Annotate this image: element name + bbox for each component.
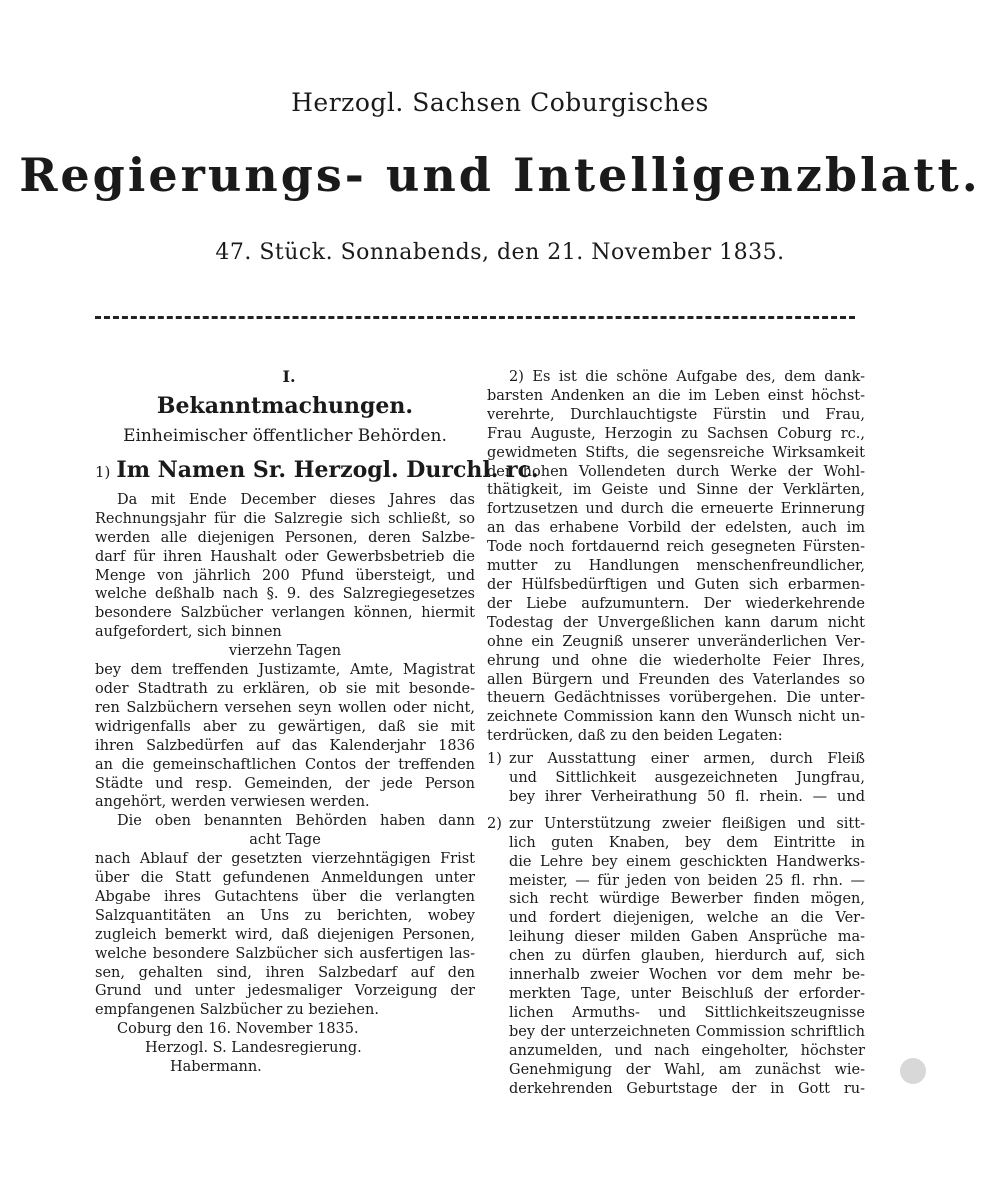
text-line: zeichnete Commission kann den Wunsch nicht un- bbox=[487, 709, 865, 726]
text-line: Städte und resp. Gemeinden, der jede Person bbox=[95, 775, 475, 792]
signature-authority: Herzogl. S. Landesregierung. bbox=[145, 1040, 362, 1057]
list-marker: 2) bbox=[487, 815, 502, 832]
text-line: fortzusetzen und durch die erneuerte Erinnerung bbox=[487, 501, 865, 518]
paper-stain bbox=[900, 1058, 926, 1084]
text-line: der hohen Vollendeten durch Werke der Wohl- bbox=[487, 463, 865, 480]
text-line: thätigkeit, im Geiste und Sinne der Verklärten, bbox=[487, 482, 865, 499]
signature-name: Habermann. bbox=[170, 1059, 262, 1076]
section-title: Bekanntmachungen. bbox=[156, 392, 414, 419]
notice-heading bbox=[95, 455, 539, 487]
text-line: mutter zu Handlungen menschenfreundlicher, bbox=[487, 558, 865, 575]
text-line: ehrung und ohne die wiederholte Feier Ihres, bbox=[487, 652, 865, 669]
text-line: sich recht würdige Bewerber finden mögen, bbox=[509, 891, 865, 908]
text-line: besondere Salzbücher verlangen können, hiermit bbox=[95, 605, 475, 622]
text-line: derkehrenden Geburtstage der in Gott ru- bbox=[509, 1080, 865, 1097]
text-line: aufgefordert, sich binnen bbox=[95, 624, 282, 641]
text-line: werden alle diejenigen Personen, deren Salzbe- bbox=[95, 529, 475, 546]
left-column bbox=[95, 367, 539, 1077]
text-line: terdrücken, daß zu den beiden Legaten: bbox=[487, 728, 783, 745]
text-line: zugleich bemerkt wird, daß diejenigen Personen, bbox=[95, 926, 475, 943]
masthead-title: Regierungs- und Intelligenzblatt. bbox=[19, 148, 981, 202]
text-line: widrigenfalls aber zu gewärtigen, daß sie mit bbox=[95, 718, 475, 735]
masthead-supertitle: Herzogl. Sachsen Coburgisches bbox=[291, 88, 709, 117]
text-line: welche deßhalb nach §. 9. des Salzregiegesetzes bbox=[95, 586, 475, 603]
header-divider bbox=[95, 316, 855, 319]
text-line: Rechnungsjahr für die Salzregie sich schließt, so bbox=[95, 510, 475, 527]
text-line: ohne ein Zeugniß unserer unveränderlichen Ver- bbox=[487, 633, 865, 650]
list-item bbox=[487, 815, 865, 1099]
right-column bbox=[487, 368, 865, 1098]
text-line: und fordert diejenigen, welche an die Ver- bbox=[509, 910, 865, 927]
text-line: Da mit Ende December dieses Jahres das bbox=[117, 491, 475, 508]
place-date: Coburg den 16. November 1835. bbox=[117, 1021, 359, 1038]
notice-number: 1) bbox=[95, 462, 111, 481]
text-line: Salzquantitäten an Uns zu berichten, wobey bbox=[95, 907, 475, 924]
text-line: Tode noch fortdauernd reich gesegneten Fürsten- bbox=[487, 539, 865, 556]
emphasized-deadline: acht Tage bbox=[249, 832, 321, 849]
text-line: lichen Armuths- und Sittlichkeitszeugnisse bbox=[509, 1004, 865, 1021]
text-line: barsten Andenken an die im Leben einst höchst- bbox=[487, 387, 865, 404]
text-line: und Sittlichkeit ausgezeichneten Jungfrau, bbox=[509, 770, 865, 787]
text-line: Abgabe ihres Gutachtens über die verlangten bbox=[95, 888, 475, 905]
subsection-title: Einheimischer öffentlicher Behörden. bbox=[123, 425, 447, 446]
text-line: darf für ihren Haushalt oder Gewerbsbetrieb die bbox=[95, 548, 475, 565]
text-line: bey dem treffenden Justizamte, Amte, Magistrat bbox=[95, 662, 475, 679]
text-line: innerhalb zweier Wochen vor dem mehr be- bbox=[509, 967, 865, 984]
text-line: bey der unterzeichneten Commission schriftlich bbox=[509, 1023, 865, 1040]
text-line: ihren Salzbedürfen auf das Kalenderjahr 1836 bbox=[95, 737, 475, 754]
list-item bbox=[487, 750, 865, 807]
text-line: sen, gehalten sind, ihren Salzbedarf auf den bbox=[95, 964, 475, 981]
section-number: I. bbox=[282, 367, 296, 386]
text-line: welche besondere Salzbücher sich ausfertigen las- bbox=[95, 945, 475, 962]
text-line: bey ihrer Verheirathung 50 fl. rhein. — und bbox=[509, 788, 865, 805]
emphasized-deadline: vierzehn Tagen bbox=[228, 643, 342, 660]
text-line: anzumelden, und nach eingeholter, höchster bbox=[509, 1042, 865, 1059]
text-line: nach Ablauf der gesetzten vierzehntägigen Frist bbox=[95, 851, 475, 868]
text-line: allen Bürgern und Freunden des Vaterlandes so bbox=[487, 671, 865, 688]
text-line: leihung dieser milden Gaben Ansprüche ma- bbox=[509, 929, 865, 946]
text-line: lich guten Knaben, bey dem Eintritte in bbox=[509, 834, 865, 851]
text-line: Genehmigung der Wahl, am zunächst wie- bbox=[509, 1061, 865, 1078]
text-line: die Lehre bey einem geschickten Handwerks- bbox=[509, 853, 865, 870]
text-line: der Liebe aufzumuntern. Der wiederkehrende bbox=[487, 595, 865, 612]
text-line: über die Statt gefundenen Anmeldungen unter bbox=[95, 870, 475, 887]
text-line: der Hülfsbedürftigen und Guten sich erbarmen- bbox=[487, 576, 865, 593]
text-line: zur Unterstützung zweier fleißigen und sitt- bbox=[509, 815, 865, 832]
text-line: Frau Auguste, Herzogin zu Sachsen Coburg rc., bbox=[487, 425, 865, 442]
notice-heading-text: Im Namen Sr. Herzogl. Durchl. rc. bbox=[116, 456, 539, 483]
text-line: chen zu dürfen glauben, hierdurch auf, sich bbox=[509, 948, 865, 965]
text-line: 2) Es ist die schöne Aufgabe des, dem dank- bbox=[509, 369, 865, 385]
text-line: Todestag der Unvergeßlichen kann darum nicht bbox=[487, 614, 865, 631]
text-line: an das erhabene Vorbild der edelsten, auch im bbox=[487, 520, 865, 537]
text-line: Menge von jährlich 200 Pfund übersteigt, und bbox=[95, 567, 475, 584]
list-marker: 1) bbox=[487, 751, 502, 768]
issue-date-line: 47. Stück. Sonnabends, den 21. November 1835. bbox=[215, 240, 785, 265]
text-line: an die gemeinschaftlichen Contos der treffenden bbox=[95, 756, 475, 773]
text-line: Die oben benannten Behörden haben dann bbox=[117, 813, 475, 830]
text-line: empfangenen Salzbücher zu beziehen. bbox=[95, 1002, 379, 1019]
text-line: merkten Tage, unter Beischluß der erforder- bbox=[509, 986, 865, 1002]
text-line: zur Ausstattung einer armen, durch Fleiß bbox=[509, 751, 865, 768]
text-line: gewidmeten Stifts, die segensreiche Wirksamkeit bbox=[487, 444, 865, 461]
text-line: oder Stadtrath zu erklären, ob sie mit besonde- bbox=[95, 680, 475, 697]
text-line: verehrte, Durchlauchtigste Fürstin und Frau, bbox=[487, 406, 865, 423]
text-line: Grund und unter jedesmaliger Vorzeigung der bbox=[95, 983, 475, 1000]
text-line: theuern Gedächtnisses vorübergehen. Die unter- bbox=[487, 690, 865, 707]
text-line: ren Salzbüchern versehen seyn wollen oder nicht, bbox=[95, 699, 475, 716]
text-line: meister, — für jeden von beiden 25 fl. rhn. — bbox=[509, 872, 865, 889]
text-line: angehört, werden verwiesen werden. bbox=[95, 794, 370, 811]
